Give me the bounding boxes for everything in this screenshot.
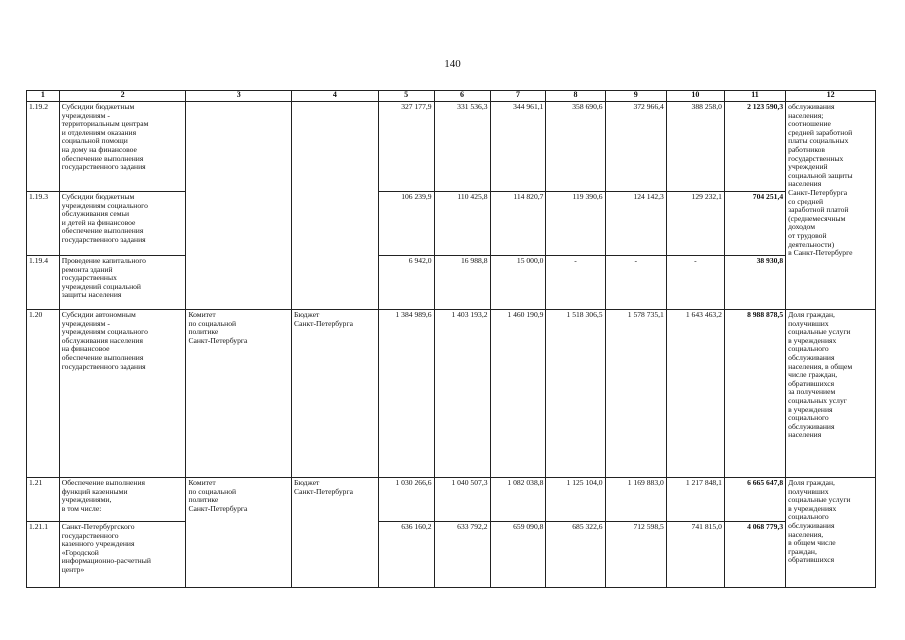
value-cell: 1 403 193,2 <box>434 310 490 478</box>
value-cell: 1 030 266,6 <box>378 478 434 522</box>
table-row <box>27 522 876 588</box>
row-name: Субсидии бюджетным учреждениям социального обслуживания семьи и детей на финансовое обеспечение выполнения государственного задания <box>59 192 186 256</box>
total-cell: 8 988 878,5 <box>724 310 785 478</box>
header-cell: 11 <box>724 91 785 102</box>
header-cell: 9 <box>605 91 666 102</box>
table-row <box>27 102 876 192</box>
header-cell: 6 <box>434 91 490 102</box>
table-row <box>27 256 876 310</box>
row-id: 1.20 <box>27 310 60 478</box>
value-cell: 1 040 507,3 <box>434 478 490 522</box>
row-name: Проведение капитального ремонта зданий государственных учреждений социальной защиты населения <box>59 256 186 310</box>
header-cell: 7 <box>490 91 546 102</box>
value-cell: 712 598,5 <box>605 522 666 588</box>
value-cell: 106 239,9 <box>378 192 434 256</box>
value-cell: 741 815,0 <box>666 522 724 588</box>
header-cell: 5 <box>378 91 434 102</box>
value-cell: 1 125 104,0 <box>546 478 605 522</box>
value-cell: 119 390,6 <box>546 192 605 256</box>
value-cell: 16 988,8 <box>434 256 490 310</box>
value-cell: 685 322,6 <box>546 522 605 588</box>
program-table <box>26 90 876 588</box>
header-row <box>27 91 876 102</box>
total-cell: 4 068 779,3 <box>724 522 785 588</box>
value-cell: 1 578 735,1 <box>605 310 666 478</box>
executor-cell: Комитет по социальной политике Санкт-Петербурга <box>186 310 292 478</box>
indicator-cell: обслуживания населения; соотношение средней заработной платы социальных работников государственных учреждений социальной защиты населения Санкт-Петербурга со средней заработной платой (среднемесячным доходом от трудовой деятельности) в Санкт-Петербурге <box>786 102 876 310</box>
row-name: Субсидии бюджетным учреждениям - территориальным центрам и отделениям оказания социальной помощи на дому на финансовое обеспечение выполнения государственного задания <box>59 102 186 192</box>
indicator-cell: Доля граждан, получивших социальные услуги в учреждениях социального обслуживания населения, в общем числе граждан, обратившихся за получением социальных услуг в учреждения социального обслуживания населения <box>786 310 876 478</box>
row-id: 1.21 <box>27 478 60 522</box>
value-cell: 633 792,2 <box>434 522 490 588</box>
header-cell: 10 <box>666 91 724 102</box>
value-cell: 327 177,9 <box>378 102 434 192</box>
table-row <box>27 192 876 256</box>
header-cell: 2 <box>59 91 186 102</box>
value-cell: 388 258,0 <box>666 102 724 192</box>
table-row <box>27 478 876 522</box>
value-cell: 659 090,8 <box>490 522 546 588</box>
header-cell: 1 <box>27 91 60 102</box>
value-cell: 1 384 989,6 <box>378 310 434 478</box>
row-id: 1.19.2 <box>27 102 60 192</box>
header-cell: 3 <box>186 91 292 102</box>
executor-cell <box>186 102 292 310</box>
value-cell: 344 961,1 <box>490 102 546 192</box>
value-cell: 15 000,0 <box>490 256 546 310</box>
value-cell: 1 082 038,8 <box>490 478 546 522</box>
row-name: Обеспечение выполнения функций казенными учреждениями, в том числе: <box>59 478 186 522</box>
value-cell: 1 217 848,1 <box>666 478 724 522</box>
total-cell: 2 123 590,3 <box>724 102 785 192</box>
executor-cell: Комитет по социальной политике Санкт-Петербурга <box>186 478 292 588</box>
value-cell: 110 425,8 <box>434 192 490 256</box>
header-cell: 8 <box>546 91 605 102</box>
total-cell: 704 251,4 <box>724 192 785 256</box>
source-cell: Бюджет Санкт-Петербурга <box>292 310 379 478</box>
value-cell: 1 460 190,9 <box>490 310 546 478</box>
table-row <box>27 310 876 478</box>
value-cell: 114 820,7 <box>490 192 546 256</box>
value-cell: 6 942,0 <box>378 256 434 310</box>
value-cell: 129 232,1 <box>666 192 724 256</box>
page-number: 140 <box>444 58 461 70</box>
value-cell: 372 966,4 <box>605 102 666 192</box>
value-cell: 636 160,2 <box>378 522 434 588</box>
source-cell: Бюджет Санкт-Петербурга <box>292 478 379 588</box>
value-cell: 1 518 306,5 <box>546 310 605 478</box>
indicator-cell: Доля граждан, получивших социальные услуги в учреждениях социального обслуживания населения, в общем числе граждан, обратившихся <box>786 478 876 588</box>
header-cell: 12 <box>786 91 876 102</box>
source-cell <box>292 102 379 310</box>
header-cell: 4 <box>292 91 379 102</box>
value-cell: 358 690,6 <box>546 102 605 192</box>
value-cell: 1 643 463,2 <box>666 310 724 478</box>
value-cell: - <box>546 256 605 310</box>
value-cell: - <box>666 256 724 310</box>
row-name: Санкт-Петербургского государственного казенного учреждения «Городской информационно-расчетный центр» <box>59 522 186 588</box>
value-cell: 124 142,3 <box>605 192 666 256</box>
row-id: 1.19.4 <box>27 256 60 310</box>
row-id: 1.19.3 <box>27 192 60 256</box>
row-name: Субсидии автономным учреждениям - учреждениям социального обслуживания населения на финансовое обеспечение выполнения государственного задания <box>59 310 186 478</box>
row-id: 1.21.1 <box>27 522 60 588</box>
value-cell: 1 169 883,0 <box>605 478 666 522</box>
value-cell: - <box>605 256 666 310</box>
total-cell: 38 930,8 <box>724 256 785 310</box>
value-cell: 331 536,3 <box>434 102 490 192</box>
total-cell: 6 665 647,8 <box>724 478 785 522</box>
